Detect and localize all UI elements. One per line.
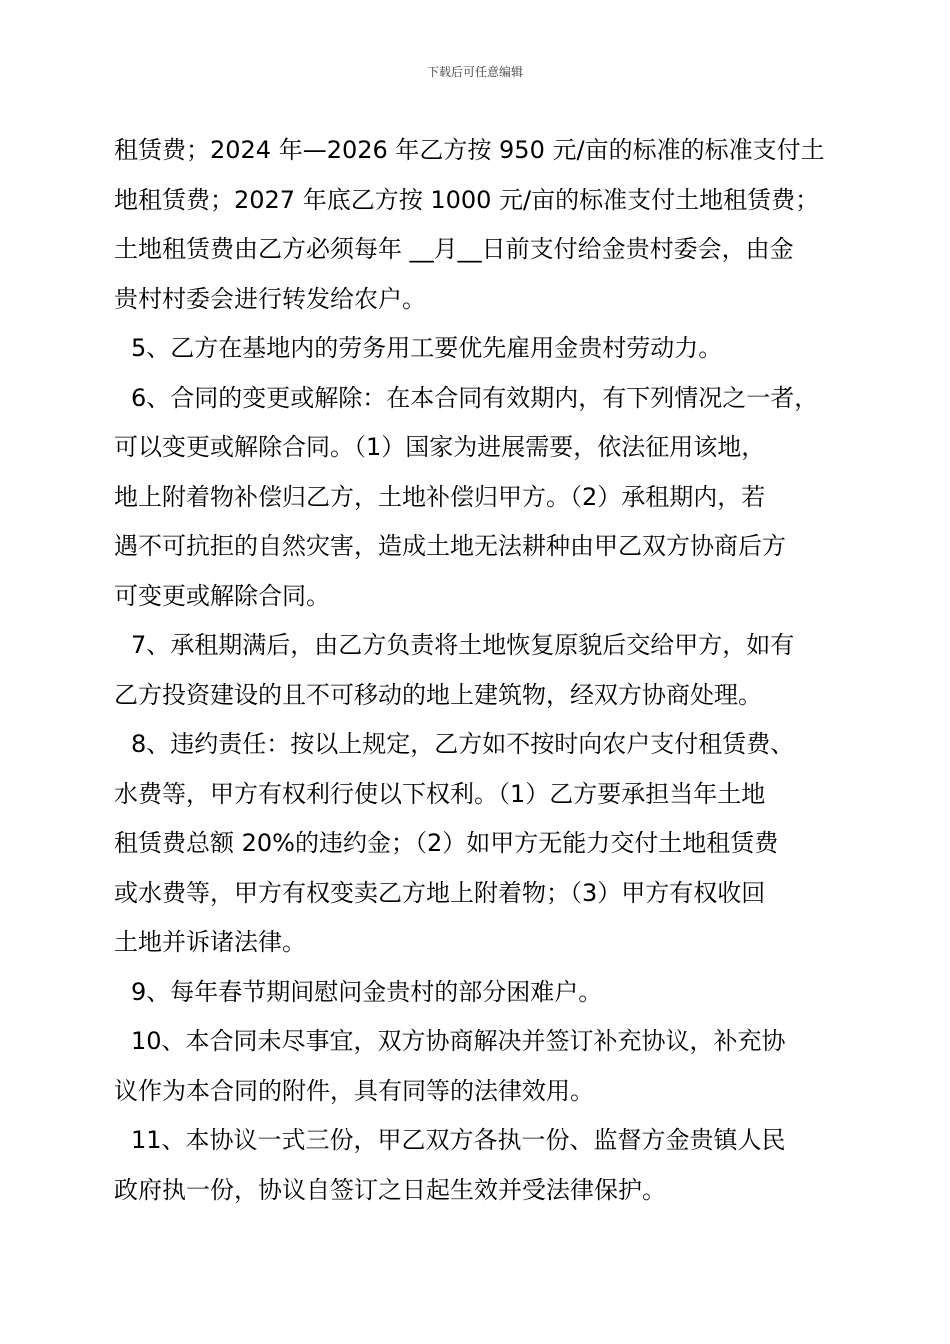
text-line: 水费等，甲方有权利行使以下权利。（1）乙方要承担当年土地 xyxy=(114,779,766,808)
text-line: 贵村村委会进行转发给农户。 xyxy=(114,284,426,313)
page-header: 下载后可任意编辑 xyxy=(426,65,523,79)
document-body xyxy=(114,126,854,1215)
text-line: 政府执一份，协议自签订之日起生效并受法律保护。 xyxy=(114,1175,666,1204)
clause-11: 11、本协议一式三份，甲乙双方各执一份、监督方金贵镇人民 xyxy=(131,1126,786,1154)
text-line: 地上附着物补偿归乙方，土地补偿归甲方。（2）承租期内，若 xyxy=(114,482,766,511)
text-line: 土地租赁费由乙方必须每年 __月__日前支付给金贵村委会，由金 xyxy=(114,235,794,263)
text-line: 议作为本合同的附件，具有同等的法律效用。 xyxy=(114,1076,594,1105)
text-line: 乙方投资建设的且不可移动的地上建筑物，经双方协商处理。 xyxy=(114,680,762,709)
clause-10: 10、本合同未尽事宜，双方协商解决并签订补充协议，补充协 xyxy=(131,1027,786,1055)
text-line: 可变更或解除合同。 xyxy=(114,581,330,610)
text-line: 遇不可抗拒的自然灾害，造成土地无法耕种由甲乙双方协商后方 xyxy=(114,532,786,560)
clause-8: 8、违约责任：按以上规定，乙方如不按时向农户支付租赁费、 xyxy=(131,730,795,758)
text-line: 土地并诉诸法律。 xyxy=(114,928,306,956)
text-line: 或水费等，甲方有权变卖乙方地上附着物；（3）甲方有权收回 xyxy=(114,878,766,907)
clause-6: 6、合同的变更或解除：在本合同有效期内，有下列情况之一者， xyxy=(131,383,819,412)
clause-5: 5、乙方在基地内的劳务用工要优先雇用金贵村劳动力。 xyxy=(131,334,723,362)
text-line: 租赁费总额 20%的违约金；（2）如甲方无能力交付土地租赁费 xyxy=(114,829,779,857)
clause-9: 9、每年春节期间慰问金贵村的部分困难户。 xyxy=(131,977,603,1006)
text-line: 可以变更或解除合同。（1）国家为进展需要，依法征用该地， xyxy=(114,433,766,461)
clause-7: 7、承租期满后，由乙方负责将土地恢复原貌后交给甲方，如有 xyxy=(131,631,795,659)
text-line: 租赁费；2024 年—2026 年乙方按 950 元/亩的标准的标准支付土 xyxy=(114,136,825,164)
text-line: 地租赁费；2027 年底乙方按 1000 元/亩的标准支付土地租赁费； xyxy=(114,185,820,214)
